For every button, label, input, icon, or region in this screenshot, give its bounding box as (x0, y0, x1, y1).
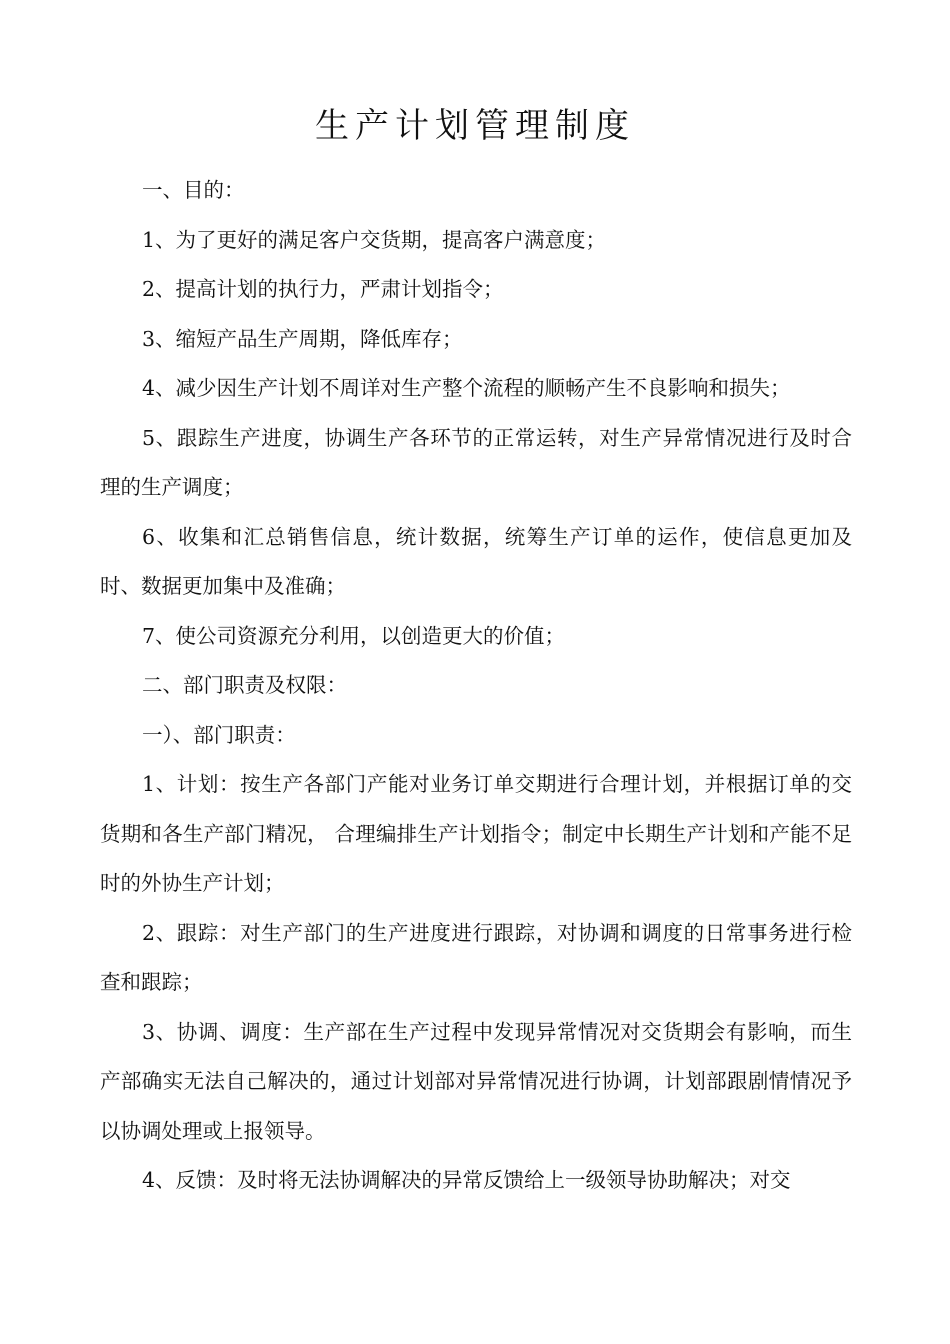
section-heading-purpose: 一、目的： (142, 178, 245, 202)
purpose-item-4: 4、减少因生产计划不周详对生产整个流程的顺畅产生不良影响和损失； (142, 376, 791, 400)
duty-item-coordination: 3、协调、调度：生产部在生产过程中发现异常情况对交货期会有影响，而生产部确实无法自己解决的，通过计划部对异常情况进行协调，计划部跟剧情情况予以协调处理或上报领导。 (100, 1019, 852, 1143)
section-heading-duties: 二、部门职责及权限： (142, 673, 347, 697)
purpose-item-7: 7、使公司资源充分利用，以创造更大的价值； (142, 623, 566, 648)
duty-item-planning: 1、计划：按生产各部门产能对业务订单交期进行合理计划，并根据订单的交货期和各生产部门精况， 合理编排生产计划指令；制定中长期生产计划和产能不足时的外协生产计划； (100, 772, 852, 895)
subsection-heading-duties: 一）、部门职责： (142, 722, 296, 747)
purpose-item-2: 2、提高计划的执行力，严肃计划指令； (142, 277, 504, 301)
purpose-item-6: 6、收集和汇总销售信息，统计数据，统筹生产订单的运作，使信息更加及时、数据更加集中及准确； (100, 524, 852, 598)
purpose-item-3: 3、缩短产品生产周期，降低库存； (142, 326, 463, 351)
purpose-item-1: 1、为了更好的满足客户交货期，提高客户满意度； (142, 227, 607, 252)
duty-item-tracking: 2、跟踪：对生产部门的生产进度进行跟踪，对协调和调度的日常事务进行检查和跟踪； (100, 920, 852, 994)
purpose-item-5: 5、跟踪生产进度，协调生产各环节的正常运转，对生产异常情况进行及时合理的生产调度； (100, 425, 852, 499)
document-body (100, 166, 852, 1206)
duty-item-feedback: 4、反馈：及时将无法协调解决的异常反馈给上一级领导协助解决；对交 (142, 1168, 791, 1192)
document-title: 生产计划管理制度 (315, 106, 635, 146)
